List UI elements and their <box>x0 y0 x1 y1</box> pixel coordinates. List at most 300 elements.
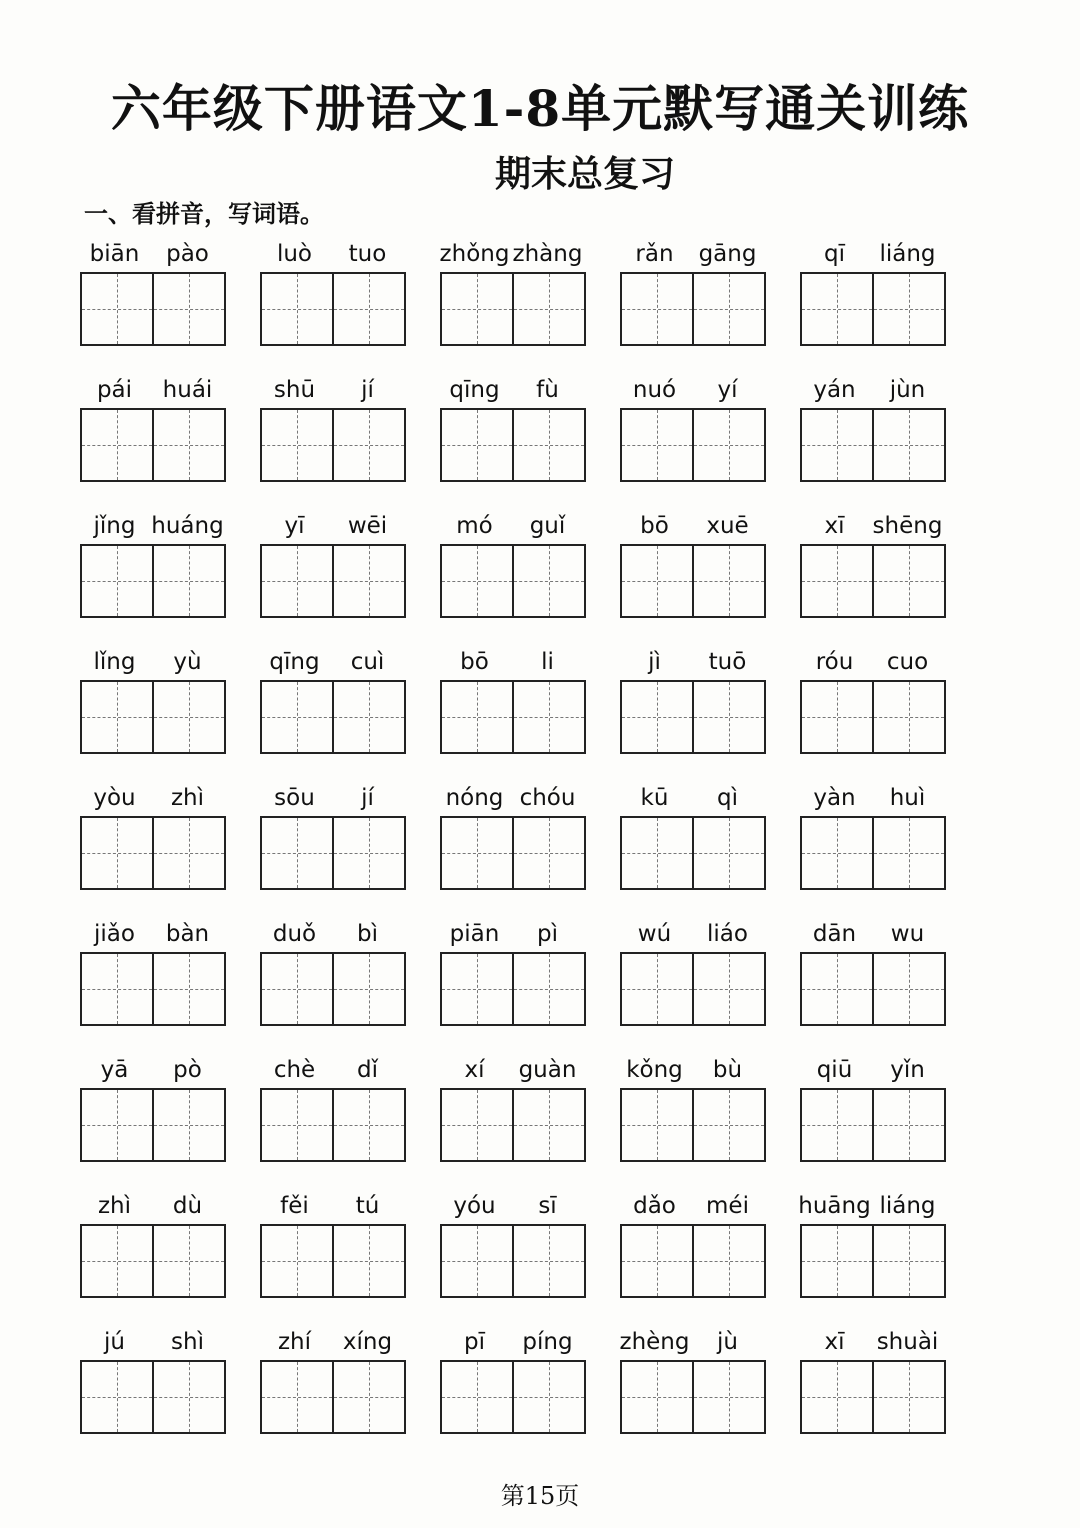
pinyin-syllable: pái <box>96 377 133 403</box>
pinyin-label <box>438 508 584 544</box>
character-writing-box[interactable] <box>872 1226 944 1296</box>
pinyin-label <box>618 1188 764 1224</box>
word-exercise <box>258 640 437 776</box>
character-writing-box[interactable] <box>82 1226 152 1296</box>
character-writing-box[interactable] <box>262 1226 332 1296</box>
pinyin-label <box>798 1324 944 1360</box>
pinyin-label <box>78 644 224 680</box>
writing-boxes <box>620 1360 766 1434</box>
pinyin-label <box>258 644 404 680</box>
character-writing-box[interactable] <box>262 410 332 480</box>
writing-boxes <box>800 1360 946 1434</box>
word-exercise <box>798 232 977 368</box>
pinyin-syllable: shuài <box>876 1329 939 1355</box>
word-exercise <box>438 232 617 368</box>
exercise-row <box>78 232 978 368</box>
pinyin-label <box>258 916 404 952</box>
writing-boxes <box>260 1360 406 1434</box>
pinyin-label <box>78 916 224 952</box>
pinyin-syllable: kū <box>640 785 669 811</box>
word-exercise <box>618 1184 797 1320</box>
character-writing-box[interactable] <box>82 682 152 752</box>
pinyin-syllable: dǎo <box>633 1193 676 1219</box>
writing-boxes <box>260 816 406 890</box>
character-writing-box[interactable] <box>442 682 512 752</box>
pinyin-syllable: zhàng <box>512 241 583 267</box>
pinyin-syllable: tú <box>355 1193 380 1219</box>
writing-boxes <box>80 1360 226 1434</box>
character-writing-box[interactable] <box>872 1362 944 1432</box>
writing-boxes <box>800 544 946 618</box>
word-exercise <box>78 912 257 1048</box>
word-exercise <box>78 776 257 912</box>
character-writing-box[interactable] <box>802 410 872 480</box>
writing-boxes <box>80 680 226 754</box>
writing-boxes <box>80 1224 226 1298</box>
writing-boxes <box>620 272 766 346</box>
word-exercise <box>78 232 257 368</box>
pinyin-syllable: yī <box>284 513 305 539</box>
pinyin-label <box>78 508 224 544</box>
pinyin-label <box>618 1052 764 1088</box>
character-writing-box[interactable] <box>82 1090 152 1160</box>
pinyin-label <box>258 1188 404 1224</box>
pinyin-syllable: piān <box>449 921 500 947</box>
pinyin-label <box>798 1052 944 1088</box>
pinyin-label <box>78 1052 224 1088</box>
word-exercise <box>798 1048 977 1184</box>
character-writing-box[interactable] <box>332 274 404 344</box>
character-writing-box[interactable] <box>692 818 764 888</box>
writing-boxes <box>620 1088 766 1162</box>
character-writing-box[interactable] <box>82 274 152 344</box>
character-writing-box[interactable] <box>82 954 152 1024</box>
pinyin-syllable: wú <box>637 921 672 947</box>
pinyin-label <box>618 372 764 408</box>
character-writing-box[interactable] <box>802 1090 872 1160</box>
character-writing-box[interactable] <box>512 410 584 480</box>
pinyin-label <box>798 1188 944 1224</box>
character-writing-box[interactable] <box>152 818 224 888</box>
pinyin-syllable: wēi <box>347 513 388 539</box>
pinyin-syllable: jǐng <box>93 513 136 539</box>
word-exercise <box>798 504 977 640</box>
pinyin-syllable: jì <box>648 649 661 675</box>
pinyin-syllable: yǐn <box>890 1057 925 1083</box>
writing-boxes <box>800 680 946 754</box>
character-writing-box[interactable] <box>152 1226 224 1296</box>
character-writing-box[interactable] <box>692 682 764 752</box>
character-writing-box[interactable] <box>512 1090 584 1160</box>
pinyin-syllable: jí <box>361 377 374 403</box>
pinyin-label <box>258 372 404 408</box>
character-writing-box[interactable] <box>442 954 512 1024</box>
character-writing-box[interactable] <box>262 1362 332 1432</box>
pinyin-label <box>438 1052 584 1088</box>
pinyin-syllable: guàn <box>518 1057 577 1083</box>
character-writing-box[interactable] <box>152 274 224 344</box>
character-writing-box[interactable] <box>512 546 584 616</box>
writing-boxes <box>440 1224 586 1298</box>
character-writing-box[interactable] <box>872 546 944 616</box>
character-writing-box[interactable] <box>692 1090 764 1160</box>
pinyin-syllable: rǎn <box>635 241 674 267</box>
word-exercise <box>798 776 977 912</box>
pinyin-syllable: shì <box>171 1329 204 1355</box>
pinyin-syllable: tuō <box>708 649 747 675</box>
pinyin-syllable: jí <box>361 785 374 811</box>
pinyin-syllable: duǒ <box>272 921 317 947</box>
word-exercise <box>798 368 977 504</box>
word-exercise <box>78 1184 257 1320</box>
writing-boxes <box>440 408 586 482</box>
pinyin-syllable: sōu <box>274 785 315 811</box>
pinyin-syllable: li <box>541 649 554 675</box>
pinyin-syllable: pì <box>537 921 558 947</box>
pinyin-syllable: huāng <box>798 1193 871 1219</box>
character-writing-box[interactable] <box>442 410 512 480</box>
word-exercise <box>78 640 257 776</box>
word-exercise <box>78 1048 257 1184</box>
pinyin-syllable: jùn <box>889 377 926 403</box>
character-writing-box[interactable] <box>872 274 944 344</box>
character-writing-box[interactable] <box>262 954 332 1024</box>
writing-boxes <box>260 680 406 754</box>
word-exercise <box>618 776 797 912</box>
character-writing-box[interactable] <box>622 1362 692 1432</box>
character-writing-box[interactable] <box>82 1362 152 1432</box>
word-exercise <box>438 1048 617 1184</box>
pinyin-label <box>438 916 584 952</box>
pinyin-syllable: liáng <box>879 241 936 267</box>
pinyin-label <box>798 236 944 272</box>
pinyin-syllable: yù <box>173 649 202 675</box>
writing-boxes <box>260 1088 406 1162</box>
pinyin-syllable: bì <box>357 921 378 947</box>
writing-boxes <box>620 408 766 482</box>
character-writing-box[interactable] <box>872 1090 944 1160</box>
pinyin-syllable: chóu <box>519 785 576 811</box>
word-exercise <box>438 368 617 504</box>
character-writing-box[interactable] <box>692 1362 764 1432</box>
pinyin-label <box>78 372 224 408</box>
character-writing-box[interactable] <box>152 954 224 1024</box>
writing-boxes <box>620 1224 766 1298</box>
word-exercise <box>618 1048 797 1184</box>
character-writing-box[interactable] <box>622 682 692 752</box>
pinyin-label <box>438 780 584 816</box>
pinyin-syllable: yā <box>100 1057 129 1083</box>
writing-boxes <box>80 816 226 890</box>
word-exercise <box>258 504 437 640</box>
character-writing-box[interactable] <box>622 546 692 616</box>
pinyin-label <box>78 1324 224 1360</box>
writing-boxes <box>260 408 406 482</box>
pinyin-syllable: lǐng <box>93 649 136 675</box>
character-writing-box[interactable] <box>332 1090 404 1160</box>
pinyin-syllable: qī <box>824 241 845 267</box>
pinyin-syllable: dǐ <box>357 1057 378 1083</box>
character-writing-box[interactable] <box>872 818 944 888</box>
writing-boxes <box>620 544 766 618</box>
pinyin-label <box>78 780 224 816</box>
character-writing-box[interactable] <box>692 546 764 616</box>
pinyin-syllable: biān <box>89 241 140 267</box>
pinyin-syllable: pī <box>464 1329 485 1355</box>
word-exercise <box>258 1184 437 1320</box>
writing-boxes <box>440 272 586 346</box>
character-writing-box[interactable] <box>622 818 692 888</box>
pinyin-writing-grid <box>78 232 978 1456</box>
pinyin-syllable: cuì <box>350 649 385 675</box>
pinyin-syllable: gāng <box>698 241 757 267</box>
writing-boxes <box>440 816 586 890</box>
pinyin-label <box>258 780 404 816</box>
character-writing-box[interactable] <box>442 546 512 616</box>
pinyin-label <box>798 780 944 816</box>
pinyin-label <box>618 780 764 816</box>
worksheet-title: 六年级下册语文1-8单元默写通关训练 <box>110 79 970 138</box>
character-writing-box[interactable] <box>512 1226 584 1296</box>
word-exercise <box>618 368 797 504</box>
pinyin-syllable: bō <box>640 513 669 539</box>
character-writing-box[interactable] <box>262 818 332 888</box>
character-writing-box[interactable] <box>332 818 404 888</box>
pinyin-label <box>438 1324 584 1360</box>
character-writing-box[interactable] <box>262 682 332 752</box>
pinyin-syllable: xuē <box>706 513 749 539</box>
character-writing-box[interactable] <box>442 1090 512 1160</box>
pinyin-syllable: pào <box>166 241 209 267</box>
pinyin-syllable: méi <box>706 1193 749 1219</box>
word-exercise <box>438 1184 617 1320</box>
writing-boxes <box>620 816 766 890</box>
writing-boxes <box>440 952 586 1026</box>
pinyin-syllable: zhí <box>277 1329 312 1355</box>
character-writing-box[interactable] <box>152 1090 224 1160</box>
pinyin-syllable: fù <box>536 377 559 403</box>
character-writing-box[interactable] <box>802 1362 872 1432</box>
character-writing-box[interactable] <box>332 954 404 1024</box>
character-writing-box[interactable] <box>802 818 872 888</box>
word-exercise <box>798 912 977 1048</box>
pinyin-label <box>798 644 944 680</box>
pinyin-syllable: fěi <box>280 1193 309 1219</box>
pinyin-label <box>258 1052 404 1088</box>
writing-boxes <box>800 408 946 482</box>
pinyin-syllable: huái <box>162 377 213 403</box>
pinyin-label <box>438 236 584 272</box>
character-writing-box[interactable] <box>802 682 872 752</box>
pinyin-label <box>78 1188 224 1224</box>
character-writing-box[interactable] <box>512 954 584 1024</box>
pinyin-syllable: yòu <box>93 785 136 811</box>
pinyin-syllable: dù <box>172 1193 203 1219</box>
exercise-row <box>78 504 978 640</box>
exercise-row <box>78 1048 978 1184</box>
pinyin-syllable: bù <box>712 1057 743 1083</box>
character-writing-box[interactable] <box>692 274 764 344</box>
pinyin-syllable: shēng <box>872 513 943 539</box>
pinyin-label <box>438 644 584 680</box>
writing-boxes <box>80 272 226 346</box>
character-writing-box[interactable] <box>802 954 872 1024</box>
pinyin-syllable: róu <box>815 649 854 675</box>
pinyin-syllable: qīng <box>449 377 500 403</box>
pinyin-syllable: huì <box>889 785 926 811</box>
pinyin-syllable: tuo <box>348 241 387 267</box>
word-exercise <box>618 504 797 640</box>
pinyin-label <box>798 372 944 408</box>
character-writing-box[interactable] <box>512 682 584 752</box>
writing-boxes <box>440 680 586 754</box>
word-exercise <box>258 1320 437 1456</box>
pinyin-syllable: chè <box>273 1057 316 1083</box>
pinyin-syllable: píng <box>522 1329 573 1355</box>
character-writing-box[interactable] <box>442 1226 512 1296</box>
pinyin-label <box>258 508 404 544</box>
pinyin-label <box>618 236 764 272</box>
exercise-row <box>78 1320 978 1456</box>
word-exercise <box>258 368 437 504</box>
character-writing-box[interactable] <box>262 274 332 344</box>
pinyin-syllable: xī <box>824 513 845 539</box>
character-writing-box[interactable] <box>332 410 404 480</box>
exercise-row <box>78 912 978 1048</box>
word-exercise <box>258 1048 437 1184</box>
pinyin-label <box>618 916 764 952</box>
character-writing-box[interactable] <box>262 1090 332 1160</box>
character-writing-box[interactable] <box>692 1226 764 1296</box>
character-writing-box[interactable] <box>512 1362 584 1432</box>
character-writing-box[interactable] <box>152 1362 224 1432</box>
pinyin-label <box>258 236 404 272</box>
character-writing-box[interactable] <box>622 274 692 344</box>
character-writing-box[interactable] <box>802 274 872 344</box>
pinyin-syllable: kǒng <box>626 1057 683 1083</box>
pinyin-syllable: jú <box>104 1329 125 1355</box>
writing-boxes <box>80 1088 226 1162</box>
pinyin-label <box>438 372 584 408</box>
writing-boxes <box>620 680 766 754</box>
character-writing-box[interactable] <box>442 818 512 888</box>
character-writing-box[interactable] <box>872 410 944 480</box>
pinyin-syllable: huáng <box>151 513 224 539</box>
character-writing-box[interactable] <box>82 818 152 888</box>
word-exercise <box>798 1320 977 1456</box>
writing-boxes <box>800 952 946 1026</box>
writing-boxes <box>800 816 946 890</box>
writing-boxes <box>80 544 226 618</box>
pinyin-syllable: yóu <box>453 1193 496 1219</box>
pinyin-syllable: nuó <box>632 377 677 403</box>
pinyin-label <box>258 1324 404 1360</box>
pinyin-syllable: liáng <box>879 1193 936 1219</box>
character-writing-box[interactable] <box>332 1362 404 1432</box>
character-writing-box[interactable] <box>622 410 692 480</box>
writing-boxes <box>440 1088 586 1162</box>
character-writing-box[interactable] <box>692 954 764 1024</box>
pinyin-syllable: qiū <box>816 1057 853 1083</box>
character-writing-box[interactable] <box>622 1226 692 1296</box>
word-exercise <box>438 912 617 1048</box>
character-writing-box[interactable] <box>512 818 584 888</box>
page-number: 第15页 <box>500 1482 580 1510</box>
pinyin-syllable: zhèng <box>619 1329 690 1355</box>
writing-boxes <box>800 1088 946 1162</box>
word-exercise <box>438 1320 617 1456</box>
character-writing-box[interactable] <box>622 954 692 1024</box>
writing-boxes <box>260 272 406 346</box>
pinyin-syllable: mó <box>456 513 493 539</box>
pinyin-syllable: zhì <box>97 1193 132 1219</box>
pinyin-syllable: xī <box>824 1329 845 1355</box>
word-exercise <box>798 1184 977 1320</box>
character-writing-box[interactable] <box>872 682 944 752</box>
character-writing-box[interactable] <box>152 546 224 616</box>
pinyin-syllable: xíng <box>342 1329 393 1355</box>
word-exercise <box>618 912 797 1048</box>
character-writing-box[interactable] <box>872 954 944 1024</box>
pinyin-syllable: pò <box>173 1057 202 1083</box>
character-writing-box[interactable] <box>82 410 152 480</box>
character-writing-box[interactable] <box>82 546 152 616</box>
pinyin-label <box>618 1324 764 1360</box>
pinyin-syllable: luò <box>276 241 313 267</box>
pinyin-label <box>798 508 944 544</box>
pinyin-syllable: guǐ <box>529 513 566 539</box>
character-writing-box[interactable] <box>512 274 584 344</box>
writing-boxes <box>260 952 406 1026</box>
pinyin-syllable: cuo <box>886 649 929 675</box>
writing-boxes <box>800 1224 946 1298</box>
character-writing-box[interactable] <box>332 1226 404 1296</box>
pinyin-syllable: jiǎo <box>94 921 135 947</box>
exercise-row <box>78 640 978 776</box>
character-writing-box[interactable] <box>262 546 332 616</box>
word-exercise <box>438 776 617 912</box>
word-exercise <box>258 776 437 912</box>
pinyin-syllable: shū <box>273 377 316 403</box>
character-writing-box[interactable] <box>802 546 872 616</box>
exercise-row <box>78 776 978 912</box>
pinyin-label <box>438 1188 584 1224</box>
pinyin-syllable: jù <box>717 1329 738 1355</box>
pinyin-label <box>78 236 224 272</box>
character-writing-box[interactable] <box>802 1226 872 1296</box>
character-writing-box[interactable] <box>692 410 764 480</box>
pinyin-syllable: yí <box>717 377 738 403</box>
character-writing-box[interactable] <box>622 1090 692 1160</box>
character-writing-box[interactable] <box>442 1362 512 1432</box>
word-exercise <box>798 640 977 776</box>
writing-boxes <box>440 1360 586 1434</box>
character-writing-box[interactable] <box>152 410 224 480</box>
writing-boxes <box>80 408 226 482</box>
pinyin-syllable: sī <box>538 1193 557 1219</box>
word-exercise <box>438 640 617 776</box>
character-writing-box[interactable] <box>442 274 512 344</box>
pinyin-syllable: wu <box>890 921 925 947</box>
character-writing-box[interactable] <box>152 682 224 752</box>
writing-boxes <box>80 952 226 1026</box>
pinyin-syllable: bàn <box>165 921 210 947</box>
character-writing-box[interactable] <box>332 546 404 616</box>
pinyin-syllable: nóng <box>445 785 504 811</box>
word-exercise <box>78 1320 257 1456</box>
pinyin-label <box>798 916 944 952</box>
character-writing-box[interactable] <box>332 682 404 752</box>
